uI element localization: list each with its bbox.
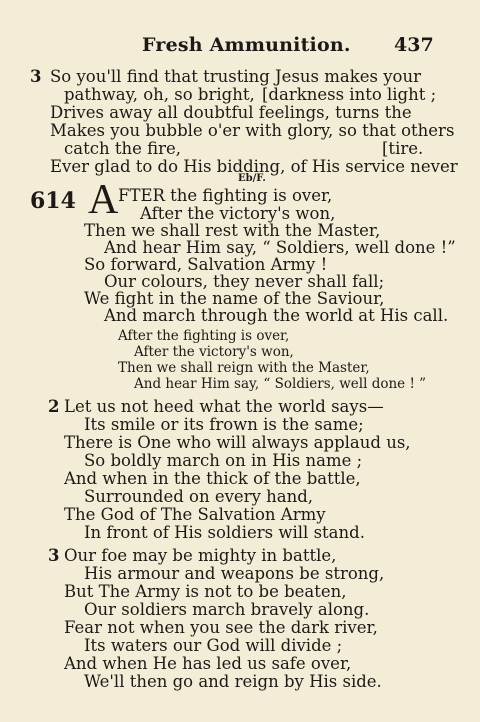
verse3-line: Our soldiers march bravely along. xyxy=(84,600,370,619)
hymn-number: 614 xyxy=(30,188,76,214)
verse2-line: The God of The Salvation Army xyxy=(64,505,326,524)
prev-verse-line: So you'll find that trusting Jesus makes your xyxy=(50,67,421,86)
chorus-line: And hear Him say, “ Soldiers, well done ! ” xyxy=(134,376,427,392)
verse3-line: We'll then go and reign by His side. xyxy=(84,672,382,691)
page-number: 437 xyxy=(394,34,434,56)
verse2-number: 2 xyxy=(48,397,60,416)
verse1-line: Then we shall rest with the Master, xyxy=(84,221,381,240)
verse1-line: So forward, Salvation Army ! xyxy=(84,255,328,274)
verse2-line: In front of His soldiers will stand. xyxy=(84,523,365,542)
hymn-first-line: FTER the fighting is over, xyxy=(118,186,333,205)
chorus-line: After the fighting is over, xyxy=(118,328,290,344)
verse3-line: Fear not when you see the dark river, xyxy=(64,618,378,637)
verse3-line: His armour and weapons be strong, xyxy=(84,564,385,583)
verse2-line: So boldly march on in His name ; xyxy=(84,451,363,470)
prev-verse-line: Drives away all doubtful feelings, turns the xyxy=(50,103,412,122)
prev-verse-line: [darkness into light ; xyxy=(262,85,437,104)
verse3-line: And when He has led us safe over, xyxy=(64,654,352,673)
prev-verse-line: [tire. xyxy=(382,139,424,158)
verse3-number: 3 xyxy=(48,546,60,565)
verse2-line: Let us not heed what the world says— xyxy=(64,397,384,416)
tune-key-marker: Eb/F. xyxy=(238,173,266,184)
verse2-line: There is One who will always applaud us, xyxy=(64,433,411,452)
verse2-line: Its smile or its frown is the same; xyxy=(84,415,364,434)
chorus-line: Then we shall reign with the Master, xyxy=(118,360,370,376)
verse3-line: But The Army is not to be beaten, xyxy=(64,582,347,601)
prev-verse-line: Makes you bubble o'er with glory, so that others xyxy=(50,121,455,140)
verse1-line: And hear Him say, “ Soldiers, well done !” xyxy=(104,238,456,257)
prev-verse-line: catch the fire, xyxy=(64,139,181,158)
prev-verse-line: Ever glad to do His bidding, of His service never xyxy=(50,157,458,176)
verse2-line: Surrounded on every hand, xyxy=(84,487,314,506)
verse2-line: And when in the thick of the battle, xyxy=(64,469,361,488)
verse3-line: Its waters our God will divide ; xyxy=(84,636,343,655)
verse1-line: Our colours, they never shall fall; xyxy=(104,272,385,291)
verse1-line: And march through the world at His call. xyxy=(104,306,449,325)
verse3-line: Our foe may be mighty in battle, xyxy=(64,546,337,565)
chorus-line: After the victory's won, xyxy=(134,344,294,360)
verse1-line: We fight in the name of the Saviour, xyxy=(84,289,385,308)
verse1-line: After the victory's won, xyxy=(140,204,336,223)
drop-cap: A xyxy=(88,177,119,223)
page-header-title: Fresh Ammunition. xyxy=(142,34,351,56)
prev-verse-number: 3 xyxy=(30,67,42,86)
prev-verse-line: pathway, oh, so bright, xyxy=(64,85,255,104)
